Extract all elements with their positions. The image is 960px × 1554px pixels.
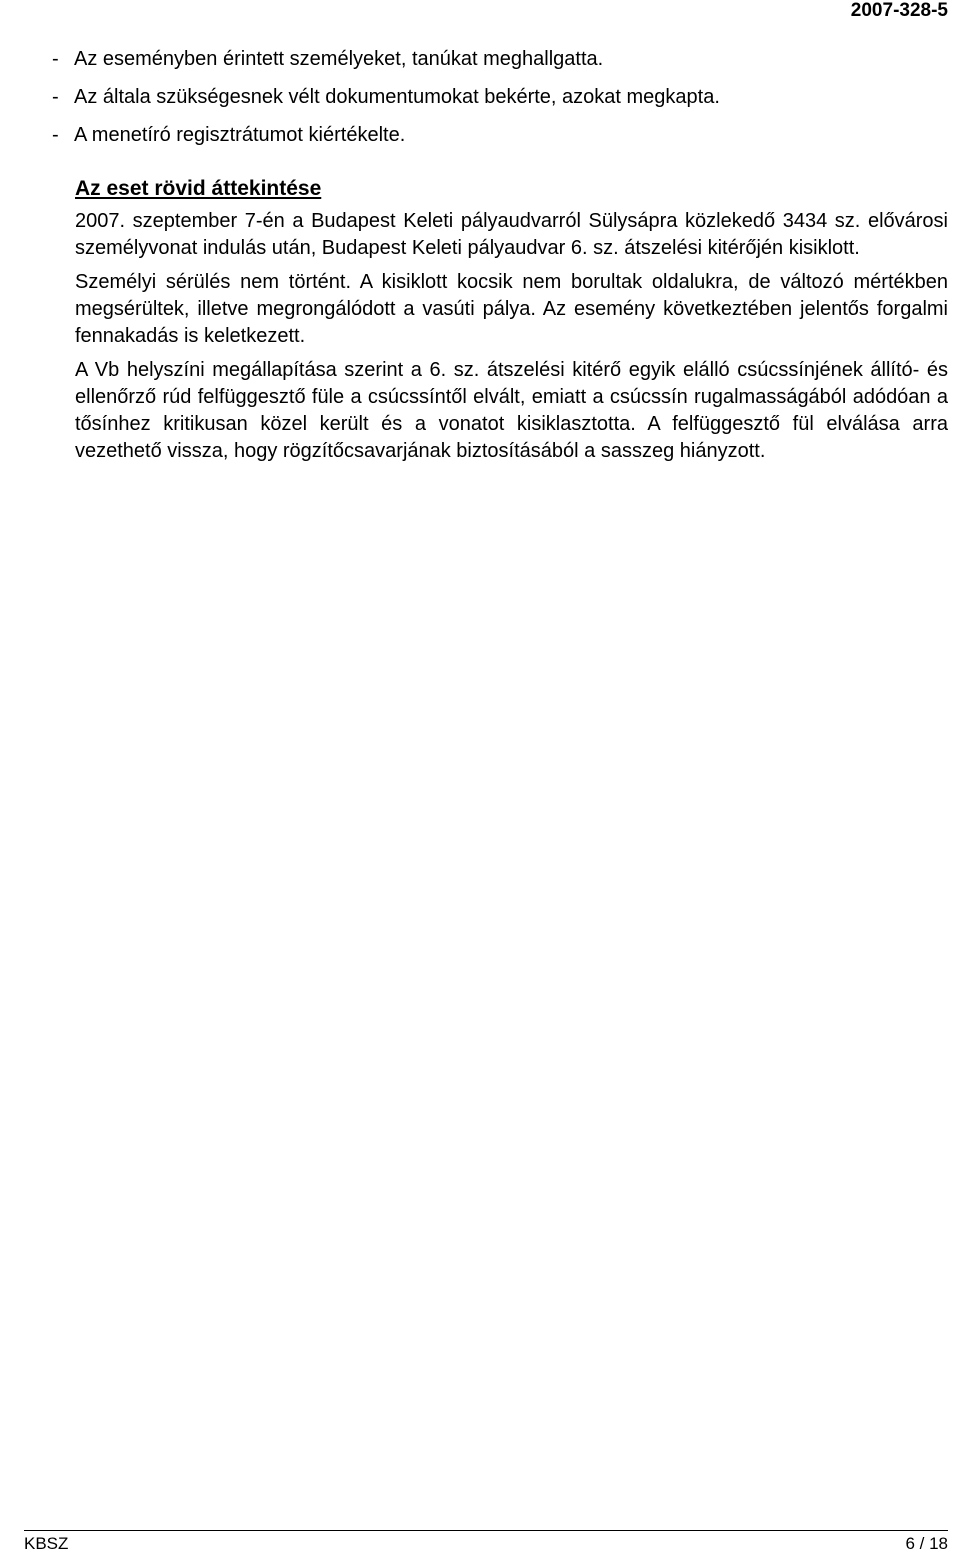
section-overview [75,174,948,465]
page-number: 6 / 18 [905,1534,948,1553]
list-item-text: Az eseményben érintett személyeket, tanúkat meghallgatta. [74,48,604,70]
document-id: 2007-328-5 [850,0,948,21]
list-item [52,46,932,72]
findings-list [52,46,932,160]
footer-organization: KBSZ [24,1534,69,1553]
section-title: Az eset rövid áttekintése [75,177,322,200]
list-item-text: Az általa szükségesnek vélt dokumentumokat bekérte, azokat megkapta. [74,86,720,108]
list-item [52,122,932,148]
paragraph-findings: A Vb helyszíni megállapítása szerint a 6. sz. átszelési kitérő egyik elálló csúcssínjének állító- és ellenőrző rúd felfüggesztő füle a csúcssíntől elvált, emiatt a csúcssín rugalmasságából adódóan a tősínhez kritikusan közel került és a vonatot kisiklasztotta. A felfüggesztő fül elválása arra vezethető vissza, hogy rögzítőcsavarjának biztosításából a sasszeg hiányzott. [75,359,948,462]
bullet-dash: - [52,86,59,108]
bullet-dash: - [52,48,59,70]
paragraph-incident: 2007. szeptember 7-én a Budapest Keleti pályaudvarról Sülysápra közlekedő 3434 sz. elővárosi személyvonat indulás után, Budapest Keleti pályaudvar 6. sz. átszelési kitérőjén kisiklott. [75,210,948,259]
list-item [52,84,932,110]
page-footer [24,1530,948,1554]
paragraph-consequences: Személyi sérülés nem történt. A kisiklott kocsik nem borultak oldalukra, de változó mértékben megsérültek, illetve megrongálódott a vasúti pálya. Az esemény következtében jelentős forgalmi fennakadás is keletkezett. [75,271,948,347]
bullet-dash: - [52,124,59,146]
list-item-text: A menetíró regisztrátumot kiértékelte. [74,124,406,146]
